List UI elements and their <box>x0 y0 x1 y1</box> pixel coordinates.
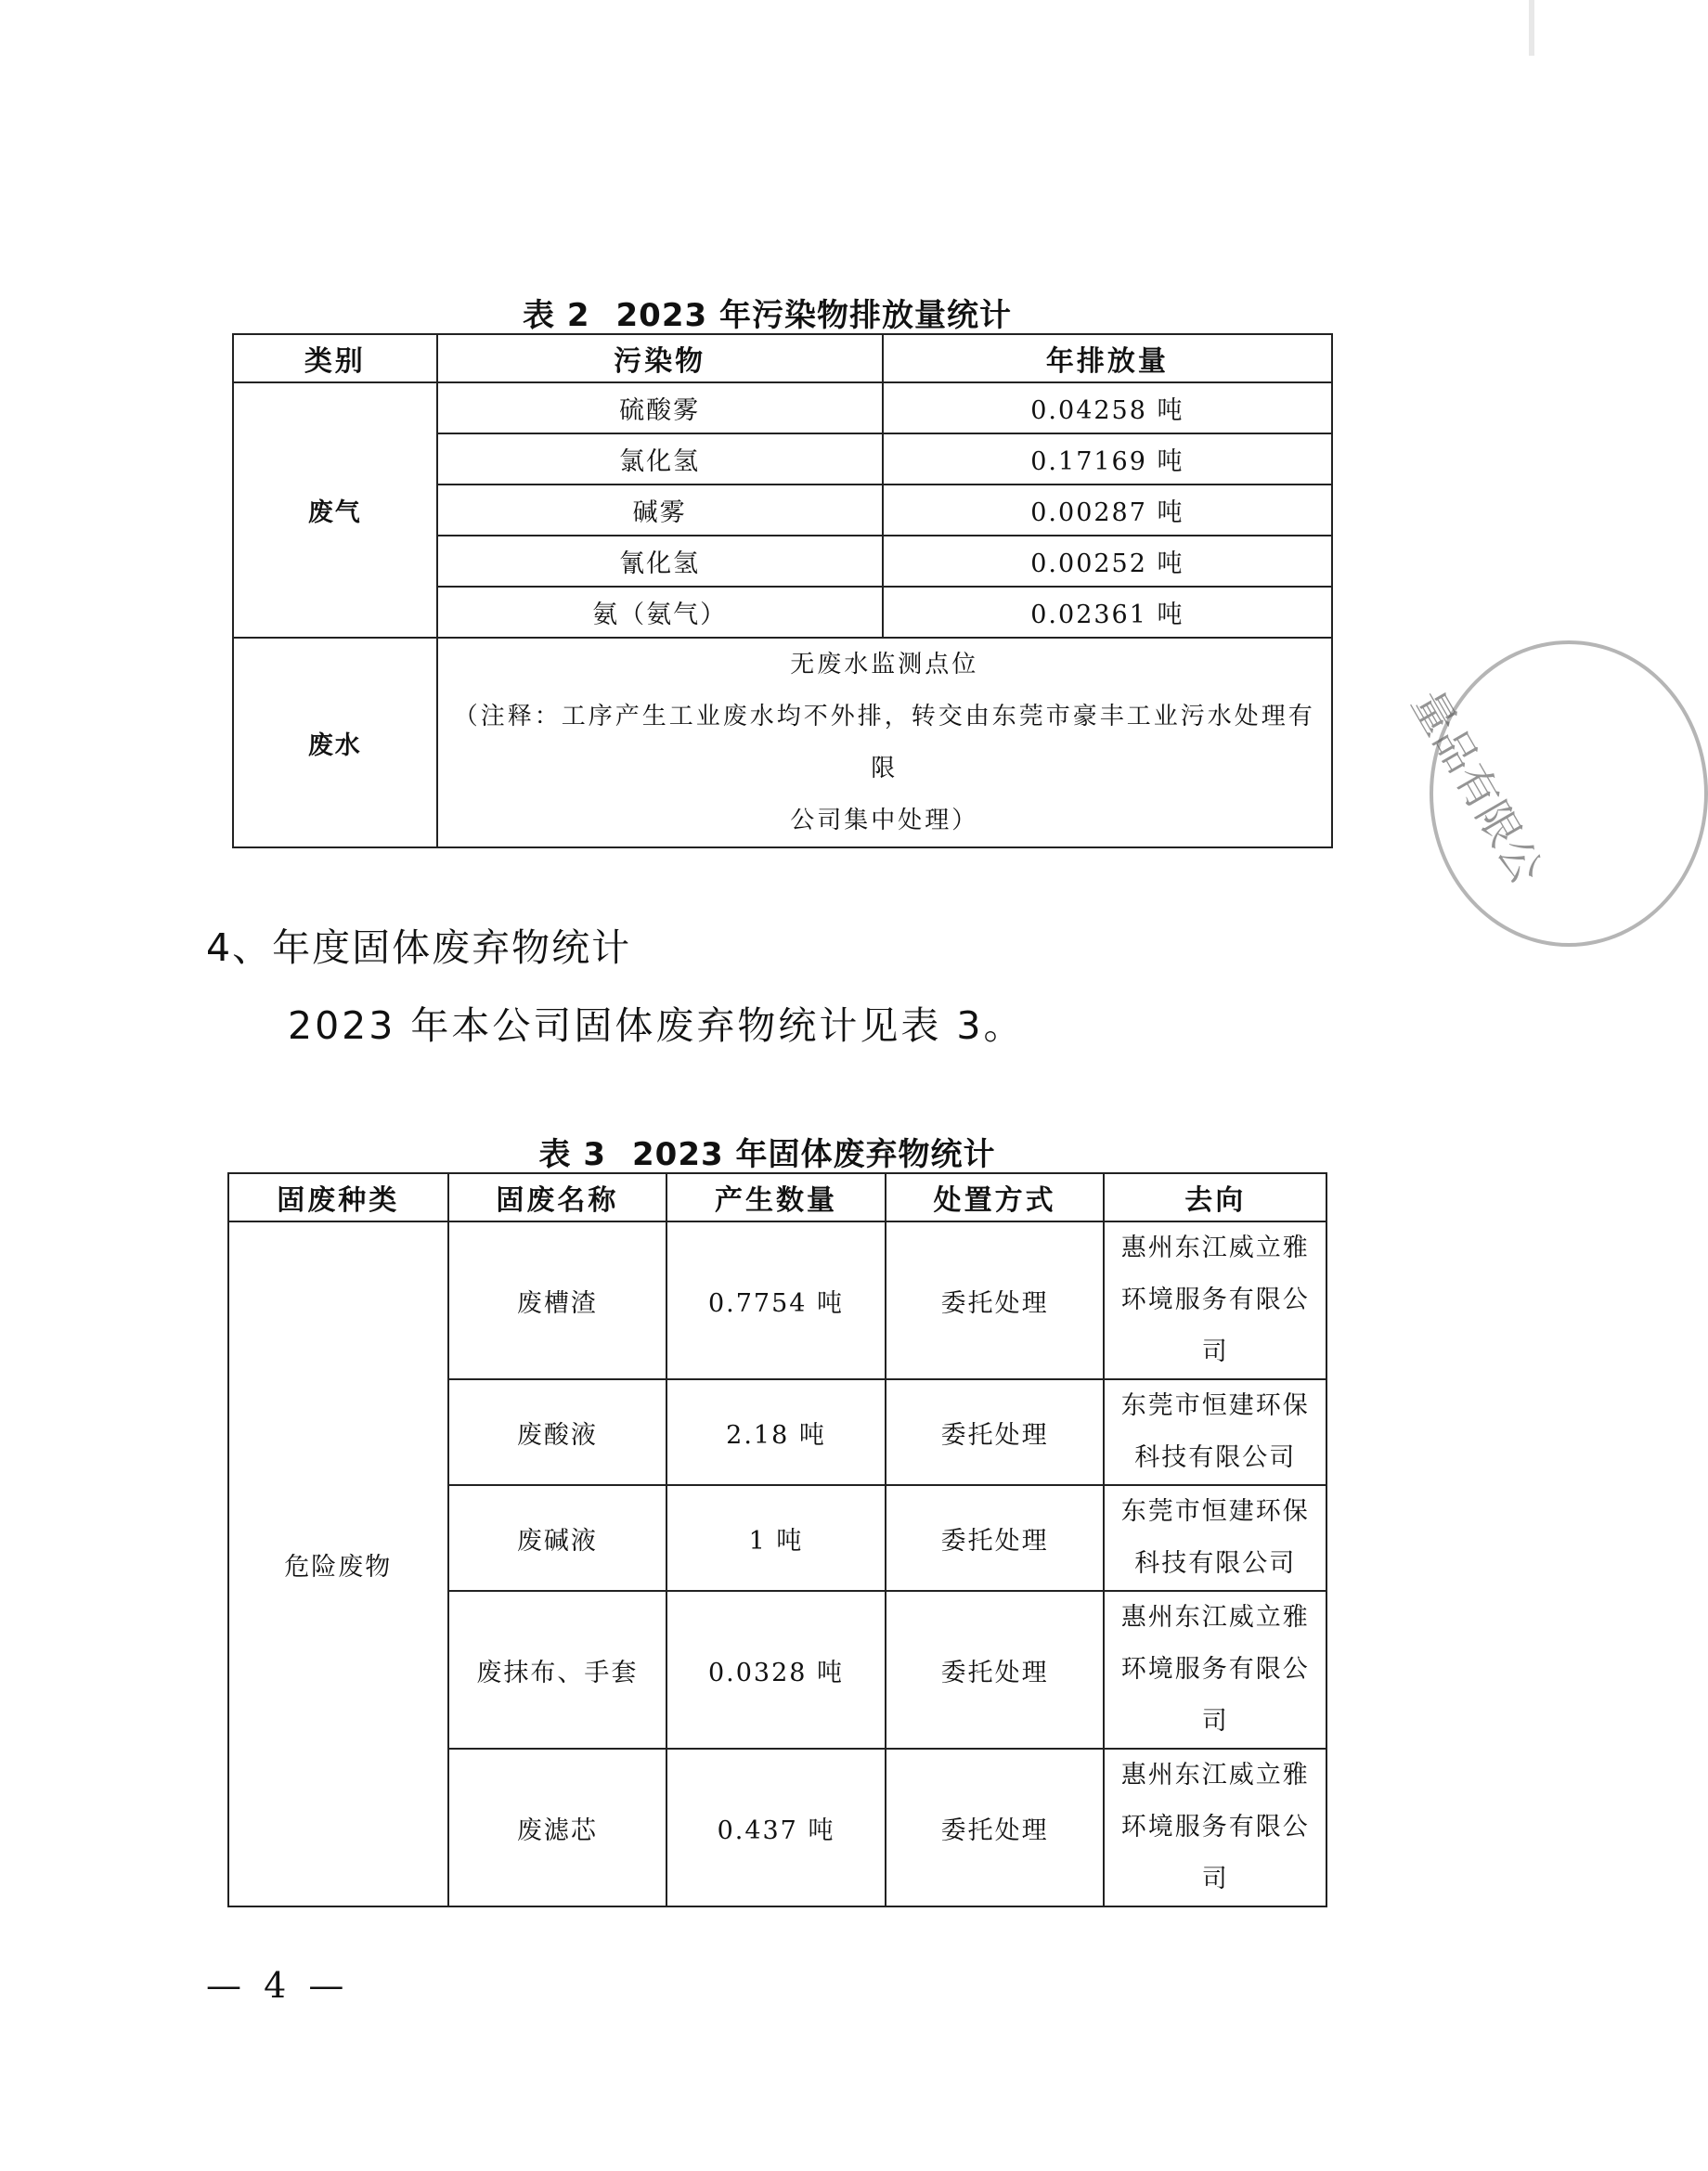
pollutant-cell: 氯化氢 <box>437 433 883 485</box>
waste-qty-cell: 0.7754 吨 <box>666 1221 886 1379</box>
waste-dest-cell <box>1104 1379 1326 1485</box>
waste-water-note <box>437 638 1332 847</box>
waste-name-cell: 废酸液 <box>448 1379 667 1485</box>
table2-header-row <box>233 334 1332 382</box>
table3-header-qty: 产生数量 <box>666 1173 886 1221</box>
table3-caption-number: 表 3 <box>538 1136 607 1173</box>
table3-header-name: 固废名称 <box>448 1173 667 1221</box>
dest-line: 司 <box>1201 1865 1229 1893</box>
dest-line: 环境服务有限公 <box>1120 1655 1310 1684</box>
dest-line: 司 <box>1201 1337 1229 1366</box>
scan-edge-mark <box>1529 0 1534 56</box>
dest-line: 司 <box>1201 1707 1229 1736</box>
waste-qty-cell: 0.437 吨 <box>666 1749 886 1906</box>
waste-water-category: 废水 <box>233 638 437 847</box>
waste-gas-category: 废气 <box>233 382 437 638</box>
table3-header-row <box>228 1173 1326 1221</box>
waste-water-line1: 无废水监测点位 <box>790 651 979 678</box>
dest-line: 惠州东江威立雅 <box>1120 1234 1310 1262</box>
waste-method-cell: 委托处理 <box>886 1485 1105 1591</box>
waste-qty-cell: 1 吨 <box>666 1485 886 1591</box>
waste-method-cell: 委托处理 <box>886 1379 1105 1485</box>
waste-category-cell: 危险废物 <box>228 1221 448 1906</box>
section-paragraph: 2023 年本公司固体废弃物统计见表 3。 <box>288 1003 1025 1048</box>
table2-caption-text: 2023 年污染物排放量统计 <box>615 297 1012 334</box>
pollutant-cell: 碱雾 <box>437 485 883 536</box>
amount-cell: 0.00252 吨 <box>883 536 1332 587</box>
solid-waste-table <box>227 1172 1327 1907</box>
waste-qty-cell: 0.0328 吨 <box>666 1591 886 1749</box>
table2-header-amount: 年排放量 <box>883 334 1332 382</box>
waste-dest-cell <box>1104 1749 1326 1906</box>
waste-method-cell: 委托处理 <box>886 1591 1105 1749</box>
pollutant-cell: 硫酸雾 <box>437 382 883 433</box>
table2-caption-number: 表 2 <box>523 297 590 334</box>
dest-line: 环境服务有限公 <box>1120 1813 1310 1841</box>
dest-line: 科技有限公司 <box>1134 1443 1297 1472</box>
table2-header-pollutant: 污染物 <box>437 334 883 382</box>
dest-line: 环境服务有限公 <box>1120 1286 1310 1314</box>
seal-text: 量品有限公 <box>1402 681 1553 892</box>
amount-cell: 0.04258 吨 <box>883 382 1332 433</box>
table-row <box>233 382 1332 433</box>
waste-name-cell: 废抹布、手套 <box>448 1591 667 1749</box>
dest-line: 惠州东江威立雅 <box>1120 1603 1310 1632</box>
waste-name-cell: 废槽渣 <box>448 1221 667 1379</box>
table2-caption <box>0 290 1534 335</box>
table-row <box>228 1221 1326 1379</box>
dest-line: 惠州东江威立雅 <box>1120 1761 1310 1790</box>
pollutant-cell: 氰化氢 <box>437 536 883 587</box>
table-row <box>233 638 1332 847</box>
waste-water-line3: 公司集中处理） <box>790 807 979 834</box>
pollutant-cell: 氨（氨气） <box>437 587 883 638</box>
waste-dest-cell <box>1104 1485 1326 1591</box>
waste-name-cell: 废碱液 <box>448 1485 667 1591</box>
table2-header-category: 类别 <box>233 334 437 382</box>
dest-line: 东莞市恒建环保 <box>1120 1497 1310 1526</box>
waste-method-cell: 委托处理 <box>886 1221 1105 1379</box>
section-heading: 4、年度固体废弃物统计 <box>206 925 632 970</box>
dest-line: 科技有限公司 <box>1134 1549 1297 1578</box>
table3-caption-text: 2023 年固体废弃物统计 <box>632 1136 996 1173</box>
table3-caption <box>0 1129 1534 1174</box>
table3-header-dest: 去向 <box>1104 1173 1326 1221</box>
table3-header-method: 处置方式 <box>886 1173 1105 1221</box>
waste-water-line2: （注释：工序产生工业废水均不外排，转交由东莞市豪丰工业污水处理有限 <box>453 703 1315 782</box>
amount-cell: 0.00287 吨 <box>883 485 1332 536</box>
pollutant-emission-table <box>232 333 1333 848</box>
page-number: — 4 — <box>206 1965 350 2006</box>
waste-qty-cell: 2.18 吨 <box>666 1379 886 1485</box>
waste-dest-cell <box>1104 1591 1326 1749</box>
dest-line: 东莞市恒建环保 <box>1120 1391 1310 1420</box>
amount-cell: 0.17169 吨 <box>883 433 1332 485</box>
amount-cell: 0.02361 吨 <box>883 587 1332 638</box>
waste-method-cell: 委托处理 <box>886 1749 1105 1906</box>
table3-header-type: 固废种类 <box>228 1173 448 1221</box>
waste-dest-cell <box>1104 1221 1326 1379</box>
waste-name-cell: 废滤芯 <box>448 1749 667 1906</box>
